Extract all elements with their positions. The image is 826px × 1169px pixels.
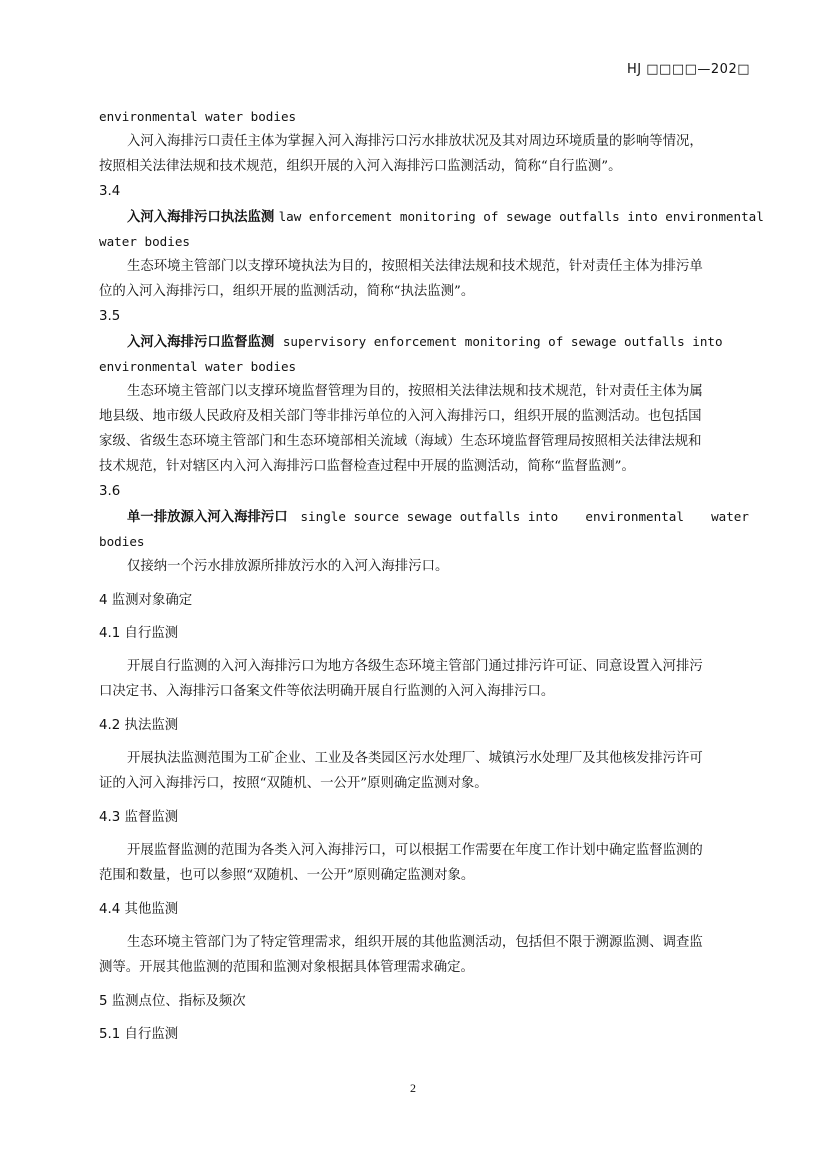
subsection-heading: 4.4 其他监测 — [99, 902, 179, 917]
spacer — [99, 980, 749, 989]
spacer — [99, 830, 749, 838]
definition-line: 生态环境主管部门以支撑环境监督管理为目的，按照相关法律法规和技术规范，针对责任主体为属 — [127, 384, 703, 399]
clause-number: 3.6 — [99, 484, 121, 499]
paragraph-line: 测等。开展其他监测的范围和监测对象根据具体管理需求确定。 — [99, 960, 474, 975]
paragraph-line: 开展执法监测范围为工矿企业、工业及各类园区污水处理厂、城镇污水处理厂及其他核发排污许可 — [127, 751, 703, 766]
spacer — [99, 1014, 749, 1022]
spacer — [99, 646, 749, 654]
subsection-heading: 5.1 自行监测 — [99, 1027, 179, 1042]
term-chinese: 入河入海排污口执法监测 — [127, 210, 275, 225]
spacer — [99, 922, 749, 930]
definition-line: 位的入河入海排污口，组织开展的监测活动，简称“执法监测”。 — [99, 284, 475, 299]
term-chinese: 单一排放源入河入海排污口 — [127, 510, 288, 525]
term-english-tail: environmental water bodies — [99, 109, 297, 124]
standard-code-header: HJ □□□□—202□ — [627, 62, 750, 77]
term-english: law enforcement monitoring of sewage outfalls into environmental — [278, 209, 764, 224]
definition-line: 家级、省级生态环境主管部门和生态环境部相关流域（海域）生态环境监督管理局按照相关法律法规和 — [99, 434, 702, 449]
paragraph-line: 范围和数量，也可以参照“双随机、一公开”原则确定监测对象。 — [99, 868, 475, 883]
term-line — [99, 329, 749, 354]
spacer — [99, 579, 749, 588]
term-english: supervisory enforcement monitoring of sewage outfalls into — [282, 334, 723, 349]
definition-line: 技术规范，针对辖区内入河入海排污口监督检查过程中开展的监测活动，简称“监督监测”。 — [99, 459, 635, 474]
clause-number: 3.4 — [99, 184, 121, 199]
spacer — [99, 704, 749, 713]
spacer — [99, 613, 749, 621]
definition-line: 入河入海排污口责任主体为掌握入河入海排污口污水排放状况及其对周边环境质量的影响等情况， — [127, 134, 703, 149]
spacer — [99, 796, 749, 805]
term-english-word: water — [711, 509, 749, 524]
term-english-tail: environmental water bodies — [99, 359, 297, 374]
section-heading: 4 监测对象确定 — [99, 593, 193, 608]
clause-number: 3.5 — [99, 309, 121, 324]
term-english-tail: water bodies — [99, 234, 190, 249]
term-line — [99, 504, 749, 529]
paragraph-line: 开展监督监测的范围为各类入河入海排污口，可以根据工作需要在年度工作计划中确定监督监测的 — [127, 843, 703, 858]
spacer — [99, 888, 749, 897]
term-english-tail: bodies — [99, 534, 145, 549]
subsection-heading: 4.2 执法监测 — [99, 718, 179, 733]
definition-line: 按照相关法律法规和技术规范，组织开展的入河入海排污口监测活动，简称“自行监测”。 — [99, 159, 622, 174]
term-english: single source sewage outfalls into — [300, 509, 559, 524]
subsection-heading: 4.1 自行监测 — [99, 626, 179, 641]
spacer — [99, 738, 749, 746]
term-line-left — [127, 504, 558, 529]
subsection-heading: 4.3 监督监测 — [99, 810, 179, 825]
page-number: 2 — [410, 1081, 416, 1095]
section-heading: 5 监测点位、指标及频次 — [99, 994, 246, 1009]
definition-line: 地县级、地市级人民政府及相关部门等非排污单位的入河入海排污口，组织开展的监测活动。也包括国 — [99, 409, 702, 424]
paragraph-line: 开展自行监测的入河入海排污口为地方各级生态环境主管部门通过排污许可证、同意设置入河排污 — [127, 659, 703, 674]
definition-line: 仅接纳一个污水排放源所排放污水的入河入海排污口。 — [127, 559, 449, 574]
term-english-word: environmental — [585, 509, 684, 524]
page-content — [99, 104, 764, 1047]
paragraph-line: 口决定书、入海排污口备案文件等依法明确开展自行监测的入河入海排污口。 — [99, 684, 555, 699]
term-line — [99, 204, 764, 229]
definition-line: 生态环境主管部门以支撑环境执法为目的，按照相关法律法规和技术规范，针对责任主体为排污单 — [127, 259, 703, 274]
paragraph-line: 生态环境主管部门为了特定管理需求，组织开展的其他监测活动，包括但不限于溯源监测、调查监 — [127, 935, 703, 950]
term-chinese: 入河入海排污口监督监测 — [127, 335, 275, 350]
paragraph-line: 证的入河入海排污口，按照“双随机、一公开”原则确定监测对象。 — [99, 776, 488, 791]
